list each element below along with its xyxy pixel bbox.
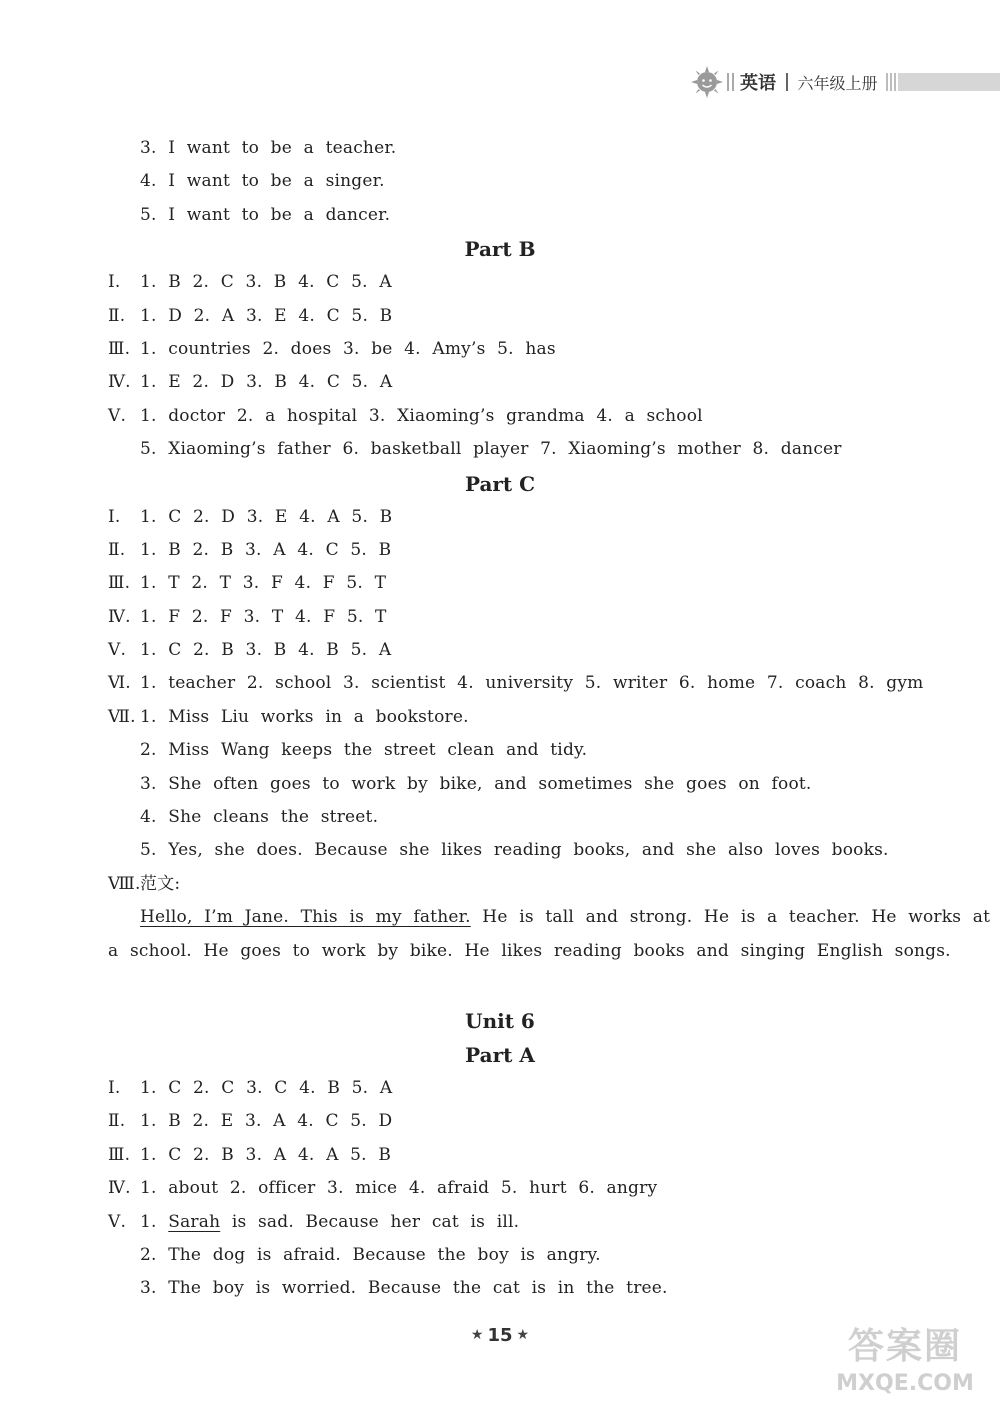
roman-numeral: Ⅴ. [108,640,127,661]
header-divider [786,73,788,91]
watermark [820,1318,990,1398]
essay-text: He is tall and strong. He is a teacher. He works at [470,907,991,928]
roman-numeral: Ⅴ. [108,405,127,426]
answer-text: 1. C 2. B 3. B 4. B 5. A [140,640,392,661]
watermark-url: MXQE.COM [836,1371,974,1396]
unit-heading: Unit 6 [465,1008,535,1033]
answer-line: 3. She often goes to work by bike, and sometimes she goes on foot. [140,773,812,794]
answer-line: 4. I want to be a singer. [140,171,385,192]
answer-row [0,400,1000,433]
essay-underlined-text: Hello, I’m Jane. This is my father. [140,907,471,928]
roman-numeral: Ⅷ. [108,873,141,894]
roman-numeral: Ⅲ. [108,1144,131,1165]
answer-text: 1. doctor 2. a hospital 3. Xiaoming’s grandma 4. a school [140,405,703,426]
answer-row [0,567,1000,600]
answer-row [0,868,1000,901]
answer-row [0,501,1000,534]
roman-numeral: Ⅶ. [108,706,136,727]
answer-text: 1. C 2. C 3. C 4. B 5. A [140,1077,393,1098]
roman-numeral: Ⅰ. [108,1077,121,1098]
answer-text: 1. T 2. T 3. F 4. F 5. T [140,573,387,594]
answer-row [0,366,1000,399]
page-number: 15 [487,1325,513,1346]
answer-line: 5. Xiaoming’s father 6. basketball player 7. Xiaoming’s mother 8. dancer [140,439,842,460]
roman-numeral: Ⅳ. [108,1178,131,1199]
answer-text: is sad. Because her cat is ill. [220,1211,520,1232]
underlined-name: Sarah [168,1211,221,1232]
star-icon: ★ [516,1327,530,1343]
page-header [690,62,1000,102]
roman-numeral: Ⅳ. [108,606,131,627]
star-icon: ★ [470,1327,484,1343]
answer-line: 5. I want to be a dancer. [140,204,391,225]
answer-row [0,1172,1000,1205]
roman-numeral: Ⅰ. [108,272,121,293]
section-heading: Part A [465,1042,535,1067]
watermark-logo-text: 答案圈 [847,1326,962,1367]
section-heading: Part B [464,237,536,262]
roman-numeral: Ⅳ. [108,372,131,393]
answer-row [0,266,1000,299]
answer-line: 3. The boy is worried. Because the cat is in the tree. [140,1278,668,1299]
roman-numeral: Ⅲ. [108,573,131,594]
answer-row [0,667,1000,700]
header-stripe [890,73,892,91]
header-stripe [886,73,888,91]
sun-mascot-icon [690,65,724,99]
answer-row [0,1206,1000,1239]
answer-text: 1. [140,1211,169,1232]
answer-row [0,300,1000,333]
roman-numeral: Ⅱ. [108,305,126,326]
answer-row [0,333,1000,366]
answer-line: 3. I want to be a teacher. [140,138,397,158]
essay-line [0,901,1000,934]
answer-text: 1. E 2. D 3. B 4. C 5. A [140,372,393,393]
answer-text: 1. B 2. E 3. A 4. C 5. D [140,1111,393,1132]
roman-numeral: Ⅰ. [108,506,121,527]
answer-line: 2. Miss Wang keeps the street clean and tidy. [140,740,588,761]
roman-numeral: Ⅵ. [108,673,131,694]
roman-numeral: Ⅱ. [108,1111,126,1132]
header-stripe [894,73,896,91]
answer-text: 1. Miss Liu works in a bookstore. [140,706,469,727]
answer-text: 1. C 2. D 3. E 4. A 5. B [140,506,393,527]
essay-line: a school. He goes to work by bike. He likes reading books and singing English songs. [108,940,951,961]
answer-row [0,701,1000,734]
answer-line: 2. The dog is afraid. Because the boy is angry. [140,1244,601,1265]
answer-text: 1. C 2. B 3. A 4. A 5. B [140,1144,392,1165]
roman-numeral: Ⅲ. [108,338,131,359]
answer-content [0,132,1000,1306]
answer-row [0,601,1000,634]
grade-label: 六年级上册 [797,73,878,93]
answer-text: 1. B 2. C 3. B 4. C 5. A [140,272,392,293]
header-divider [732,73,734,91]
section-heading: Part C [464,471,536,496]
answer-text: 1. countries 2. does 3. be 4. Amy’s 5. has [140,338,556,359]
answer-text: 1. teacher 2. school 3. scientist 4. university 5. writer 6. home 7. coach 8. gym [140,673,924,694]
subject-label: 英语 [740,73,776,94]
roman-numeral: Ⅴ. [108,1211,127,1232]
answer-text: 1. about 2. officer 3. mice 4. afraid 5. hurt 6. angry [140,1178,658,1199]
answer-row [0,534,1000,567]
answer-line: 5. Yes, she does. Because she likes reading books, and she also loves books. [140,840,889,861]
header-divider [727,73,729,91]
sample-essay-label: 范文: [140,873,181,894]
roman-numeral: Ⅱ. [108,539,126,560]
answer-row [0,1105,1000,1138]
answer-line: 4. She cleans the street. [140,807,379,828]
answer-text: 1. F 2. F 3. T 4. F 5. T [140,606,387,627]
answer-text: 1. D 2. A 3. E 4. C 5. B [140,305,393,326]
header-gray-bar [898,73,1000,91]
answer-row [0,1139,1000,1172]
answer-row [0,634,1000,667]
answer-text: 1. B 2. B 3. A 4. C 5. B [140,539,392,560]
answer-row [0,1072,1000,1105]
